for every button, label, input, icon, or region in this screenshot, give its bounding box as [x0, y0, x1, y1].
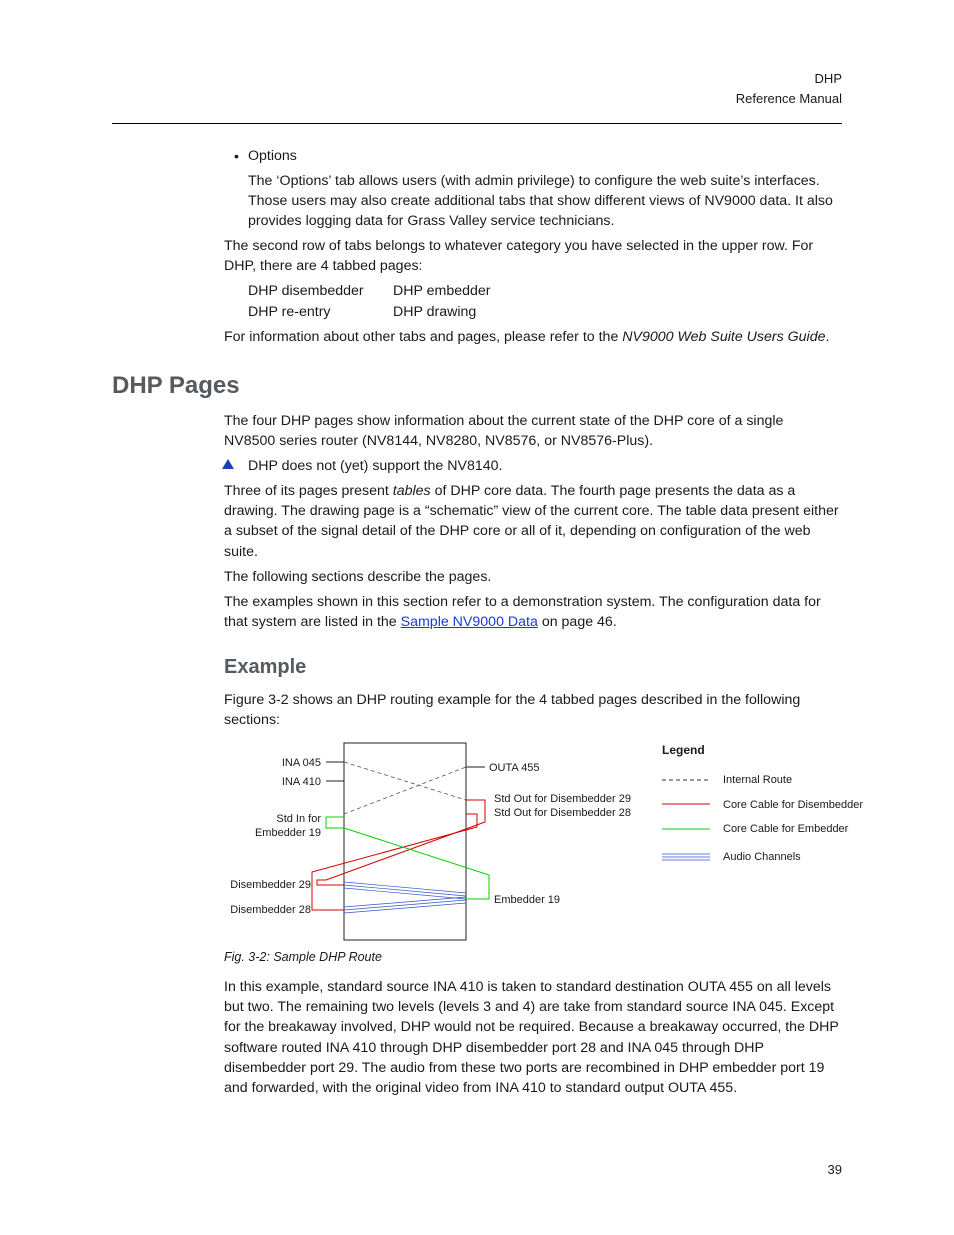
info-prefix: For information about other tabs and pages, please refer to the: [224, 329, 623, 345]
header-title: DHP: [814, 71, 842, 86]
tables-suffix: of DHP core data. The fourth page presents the data as a drawing. The drawing page is a “schematic” view of the current core. The table data present either a subset of the signal detail of the DHP core or all of it, depending on configuration of the web suite.: [224, 483, 839, 560]
label-ina045: INA 045: [281, 757, 321, 769]
label-std-in-2: Embedder 19: [254, 827, 321, 839]
label-emb19: Embedder 19: [494, 894, 561, 906]
legend-audio-label: Audio Channels: [723, 851, 801, 863]
audio-channels-29: [344, 882, 466, 899]
sample-data-link[interactable]: Sample NV9000 Data: [400, 614, 538, 631]
label-ina410: INA 410: [281, 776, 321, 788]
core-box: [344, 743, 466, 940]
legend-embedder-label: Core Cable for Embedder: [723, 823, 849, 835]
tables-prefix: Three of its pages present: [224, 483, 393, 499]
tab-page-embedder: DHP embedder: [393, 283, 491, 299]
options-bullet: Options: [248, 148, 297, 164]
legend-disembedder-label: Core Cable for Disembedder: [723, 799, 864, 811]
closing-paragraph: In this example, standard source INA 410 is taken to standard destination OUTA 455 on all levels but two. The remaining two levels (levels 3 and 4) are take from standard source INA 045. Except for the breakaway involved, DHP would not be required. Because a breakaway occurred, the DHP software routed INA 410 through DHP disembedder port 28 and INA 045 through DHP disembedder port 29. The audio from these two ports are recombined in DHP embedder port 19 and forwarded, with the original video from INA 410 to standard output OUTA 455.: [224, 979, 839, 1097]
tab-page-disembedder: DHP disembedder: [248, 283, 364, 299]
info-guide-title: NV9000 Web Suite Users Guide: [622, 329, 826, 345]
figure-intro: Figure 3-2 shows an DHP routing example for the 4 tabbed pages described in the following sections:: [224, 692, 801, 729]
section-title: DHP Pages: [112, 372, 240, 399]
info-suffix: .: [825, 329, 830, 345]
page-number: 39: [827, 1162, 842, 1177]
header-subtitle: Reference Manual: [735, 91, 842, 106]
label-std-out29: Std Out for Disembedder 29: [494, 793, 631, 805]
figure-caption: Fig. 3-2: Sample DHP Route: [224, 950, 382, 964]
label-std-in-1: Std In for: [276, 813, 321, 825]
label-dis28: Disembedder 28: [230, 904, 311, 916]
legend-audio-swatch: [662, 854, 710, 860]
legend-title: Legend: [662, 743, 705, 757]
bullet-icon: •: [234, 148, 239, 164]
internal-route-045: [344, 762, 466, 800]
tabs-paragraph: The second row of tabs belongs to whatever category you have selected in the upper row. For DHP, there are 4 tabbed pages:: [224, 238, 814, 275]
tab-page-reentry: DHP re-entry: [248, 304, 331, 320]
options-description: The ‘Options’ tab allows users (with admin privilege) to configure the web suite’s interfaces. Those users may also create additional tabs that show different views of NV9000 data. It also provides logging data for Grass Valley service technicians.: [248, 173, 833, 230]
audio-channels-28: [344, 897, 466, 913]
examples-prefix: The examples shown in this section refer to a demonstration system. The configuration data for that system are listed in the: [224, 594, 821, 631]
subsection-title: Example: [224, 656, 307, 678]
internal-route-410: [344, 767, 466, 814]
following-paragraph: The following sections describe the pages.: [224, 569, 492, 585]
label-std-out28: Std Out for Disembedder 28: [494, 807, 631, 819]
tables-emph: tables: [392, 483, 431, 499]
examples-suffix: on page 46.: [537, 614, 617, 631]
red-cable-29: [317, 800, 485, 885]
note-text: DHP does not (yet) support the NV8140.: [248, 458, 503, 474]
legend-internal-label: Internal Route: [723, 774, 793, 786]
label-outa455: OUTA 455: [489, 762, 540, 774]
intro-paragraph: The four DHP pages show information about the current state of the DHP core of a single NV8500 series router (NV8144, NV8280, NV8576, or NV8576-Plus).: [224, 413, 784, 450]
tab-page-drawing: DHP drawing: [393, 304, 477, 320]
label-dis29: Disembedder 29: [230, 879, 311, 891]
